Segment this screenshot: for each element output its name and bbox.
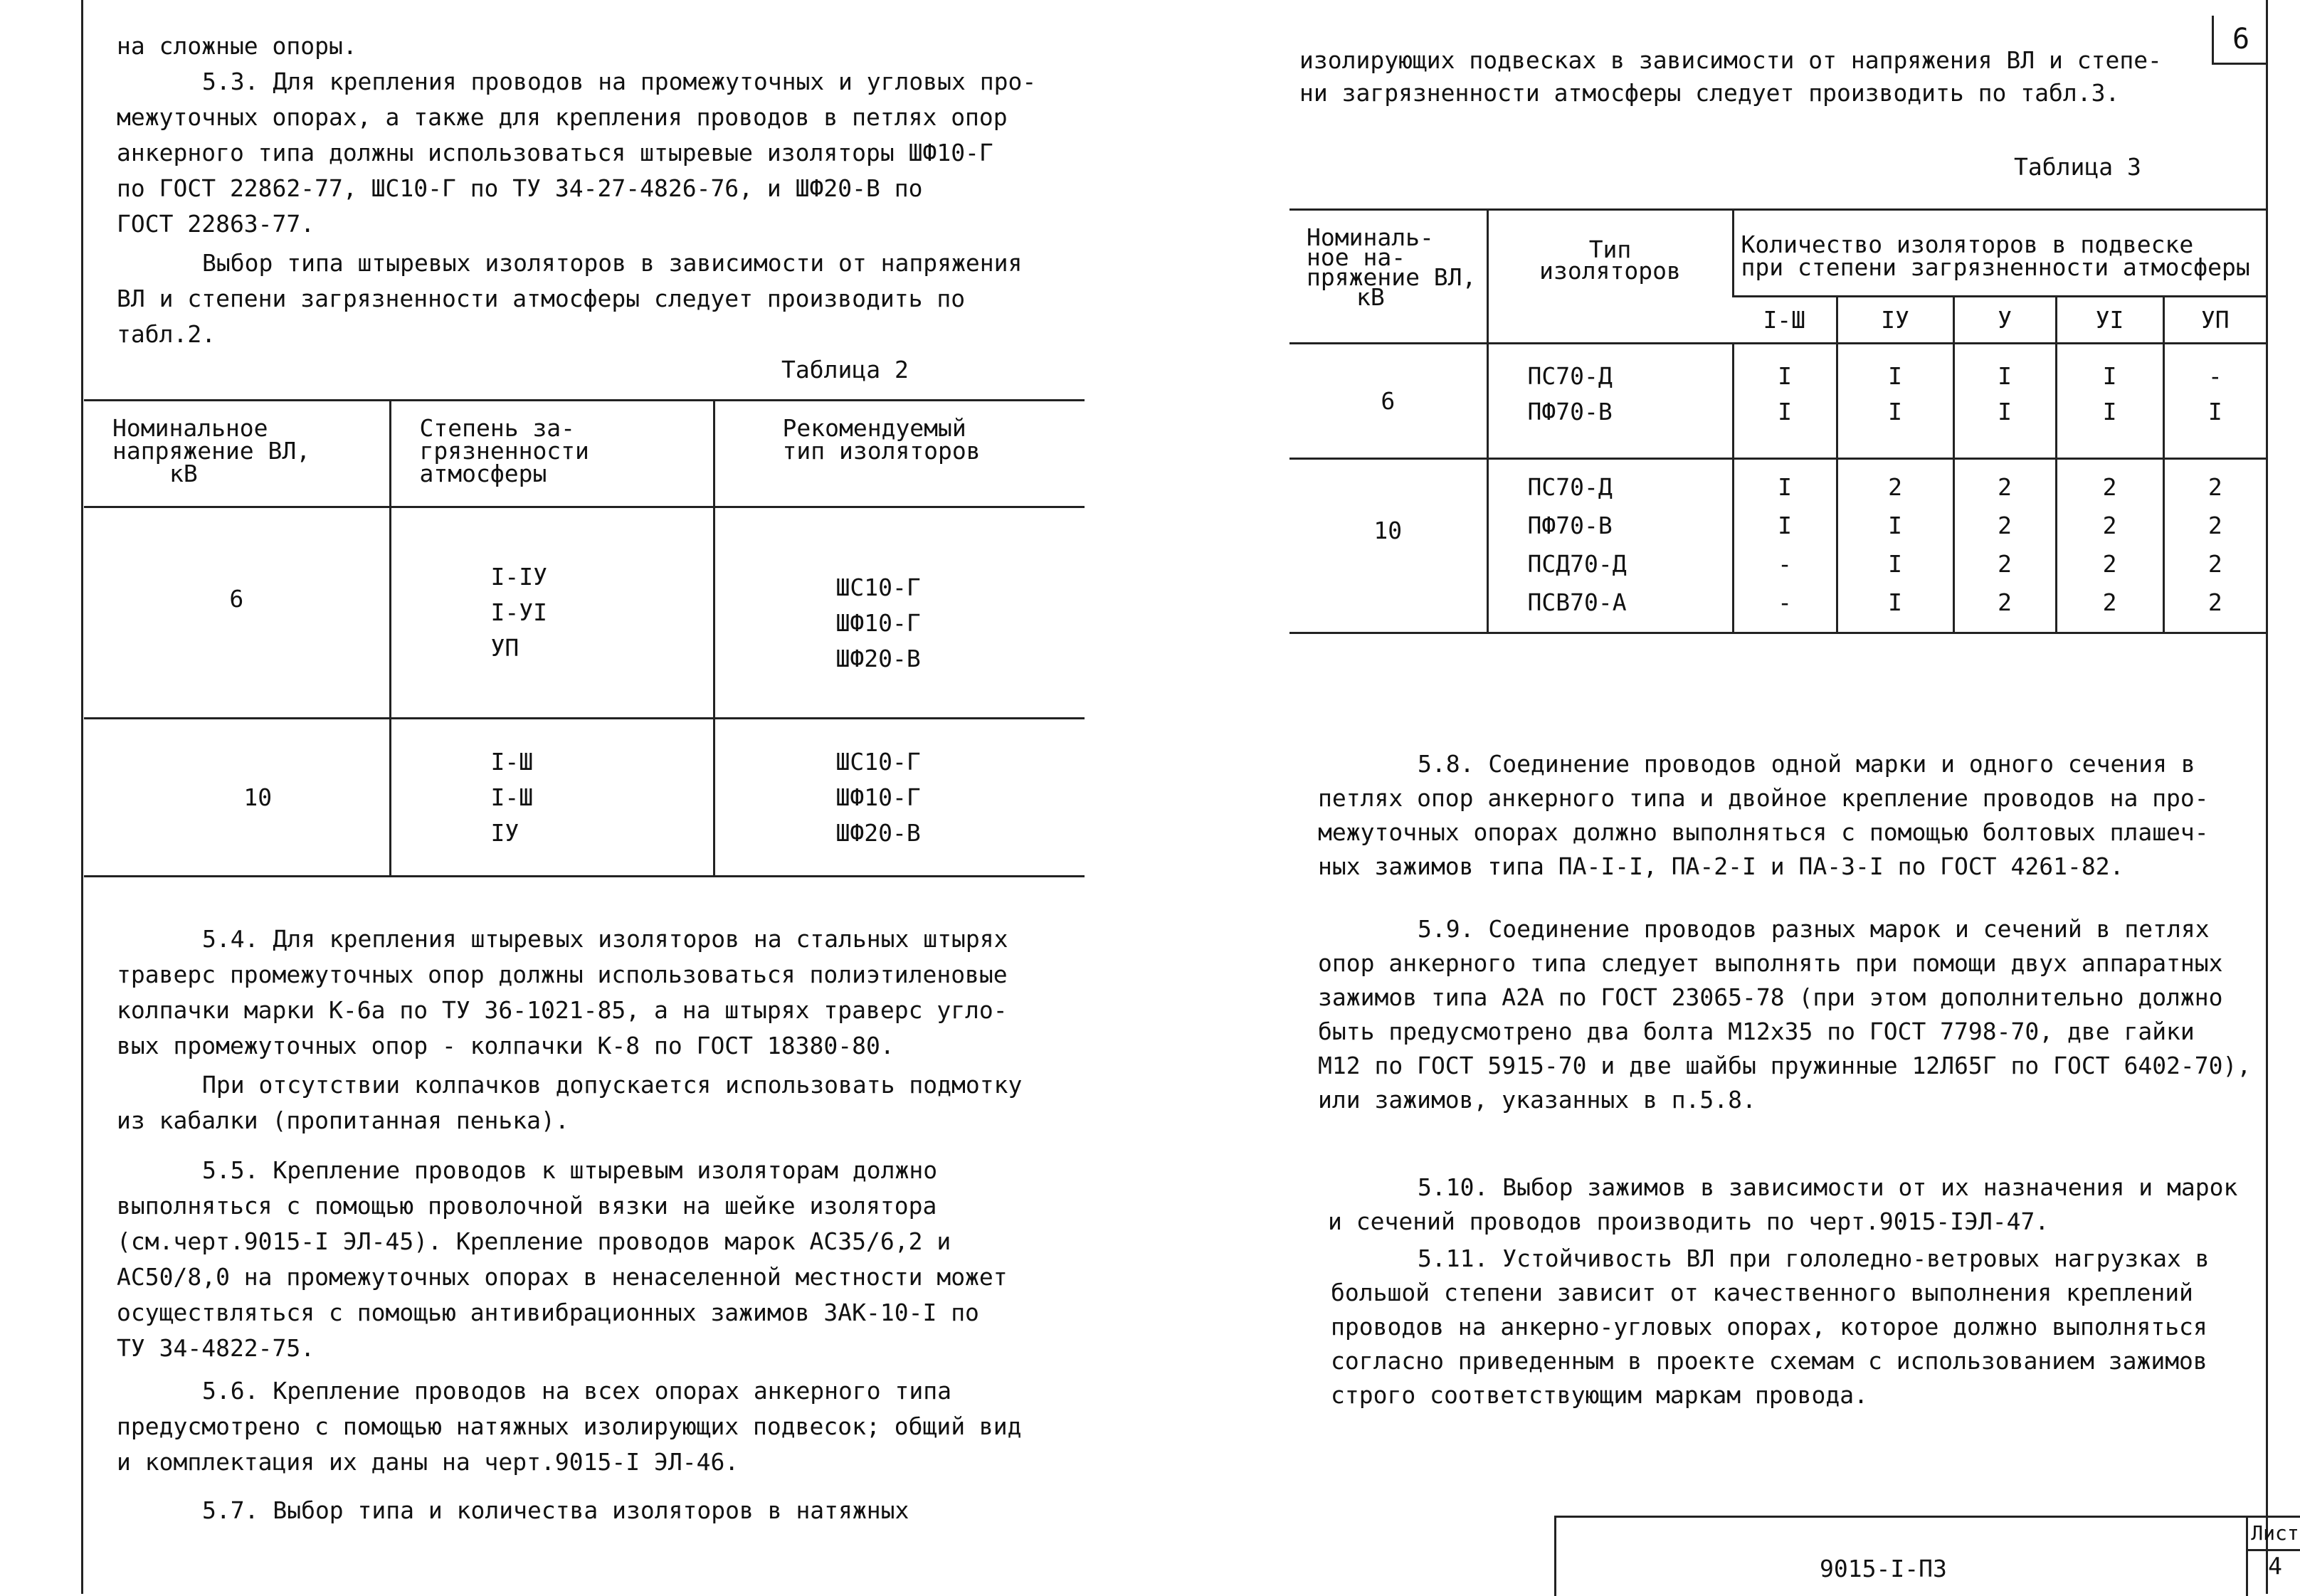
text-line: ни загрязненности атмосферы следует производить по табл.3. bbox=[1299, 79, 2120, 107]
right-frame-line bbox=[2266, 0, 2268, 1594]
text-line: петлях опор анкерного типа и двойное крепление проводов на про- bbox=[1318, 784, 2209, 812]
table-subheader-cell: У bbox=[1953, 297, 2056, 344]
table-cell-count: 2 2 2 2 bbox=[2163, 459, 2266, 633]
table-row bbox=[1289, 459, 2266, 633]
paragraph-5-3 bbox=[117, 64, 1036, 242]
text-line: быть предусмотрено два болта М12х35 по ГОСТ 7798-70, две гайки bbox=[1318, 1018, 2195, 1045]
table-cell-count: I I bbox=[1837, 344, 1953, 459]
paragraph-5-6 bbox=[117, 1373, 1022, 1480]
table-subheader-cell: УП bbox=[2163, 297, 2266, 344]
text-line: и комплектация их даны на черт.9015-I ЭЛ-46. bbox=[117, 1448, 739, 1476]
paragraph-5-8 bbox=[1318, 747, 2209, 884]
table-3 bbox=[1289, 208, 2266, 634]
table-subheader-cell: I-Ш bbox=[1733, 297, 1837, 344]
text-line: проводов на анкерно-угловых опорах, которое должно выполняться bbox=[1331, 1313, 2207, 1341]
text-line: 5.8. Соединение проводов одной марки и одного сечения в bbox=[1418, 750, 2195, 778]
table-3-caption: Таблица 3 bbox=[2014, 153, 2141, 181]
table-cell-voltage: 10 bbox=[1289, 459, 1487, 633]
text-line: 5.11. Устойчивость ВЛ при гололедно-ветровых нагрузках в bbox=[1418, 1244, 2210, 1272]
text-line: При отсутствии колпачков допускается использовать подмотку bbox=[202, 1071, 1023, 1099]
text-line: или зажимов, указанных в п.5.8. bbox=[1318, 1086, 1756, 1114]
paragraph-5-10 bbox=[1328, 1170, 2237, 1239]
sheet-box bbox=[2246, 1518, 2300, 1596]
paragraph-5-11 bbox=[1331, 1242, 2210, 1412]
table-row bbox=[84, 719, 1085, 877]
text-line: из кабалки (пропитанная пенька). bbox=[117, 1106, 569, 1134]
text-line: межуточных опорах, а также для крепления проводов в петлях опор bbox=[117, 103, 1008, 131]
table-header-cell: Рекомендуемый тип изоляторов bbox=[714, 401, 1085, 507]
text-line: ных зажимов типа ПА-I-I, ПА-2-I и ПА-3-I по ГОСТ 4261-82. bbox=[1318, 852, 2124, 880]
table-2-caption: Таблица 2 bbox=[781, 356, 909, 384]
table-cell-types: ПС70-Д ПФ70-В bbox=[1487, 344, 1733, 459]
text-line: межуточных опорах должно выполняться с помощью болтовых плашеч- bbox=[1318, 818, 2209, 846]
table-cell-degrees: I-Ш I-Ш IУ bbox=[390, 719, 714, 877]
paragraph-5-7-start: 5.7. Выбор типа и количества изоляторов в натяжных bbox=[202, 1496, 909, 1524]
intro-line: на сложные опоры. bbox=[117, 32, 357, 60]
sheet-number: 4 bbox=[2268, 1552, 2282, 1580]
text-line: строго соответствующим маркам провода. bbox=[1331, 1381, 1868, 1409]
text-line: 5.9. Соединение проводов разных марок и сечений в петлях bbox=[1418, 915, 2210, 943]
paragraph-5-4-note bbox=[117, 1067, 1022, 1138]
table-header-cell: Номинальное напряжение ВЛ, кВ bbox=[84, 401, 390, 507]
table-cell-types: ШС10-Г ШФ10-Г ШФ20-В bbox=[714, 719, 1085, 877]
title-block bbox=[1554, 1516, 2300, 1596]
text-line: выполняться с помощью проволочной вязки на шейке изолятора bbox=[117, 1192, 937, 1220]
table-cell-degrees: I-IУ I-УI УП bbox=[390, 507, 714, 719]
text-line: АС50/8,0 на промежуточных опорах в ненаселенной местности может bbox=[117, 1263, 1008, 1291]
table-cell-count: - I bbox=[2163, 344, 2266, 459]
page-number: 6 bbox=[2212, 16, 2268, 65]
table-cell-types: ШС10-Г ШФ10-Г ШФ20-В bbox=[714, 507, 1085, 719]
paragraph-5-3-table-ref bbox=[117, 245, 1022, 352]
text-line: вых промежуточных опор - колпачки К-8 по ГОСТ 18380-80. bbox=[117, 1032, 895, 1059]
table-row bbox=[84, 507, 1085, 719]
text-line: 5.10. Выбор зажимов в зависимости от их назначения и марок bbox=[1418, 1173, 2238, 1201]
table-cell-count: 2 2 2 2 bbox=[1953, 459, 2056, 633]
table-subheader-cell: УI bbox=[2056, 297, 2163, 344]
table-header-cell: Степень за- грязненности атмосферы bbox=[390, 401, 714, 507]
text-line: ВЛ и степени загрязненности атмосферы следует производить по bbox=[117, 285, 966, 312]
table-cell-count: I I - - bbox=[1733, 459, 1837, 633]
sheet-label: Лист bbox=[2248, 1518, 2300, 1551]
paragraph-5-5 bbox=[117, 1153, 1008, 1366]
text-line: и сечений проводов производить по черт.9015-IЭЛ-47. bbox=[1328, 1207, 2050, 1235]
text-line: М12 по ГОСТ 5915-70 и две шайбы пружинные 12Л65Г по ГОСТ 6402-70), bbox=[1318, 1052, 2252, 1079]
text-line: 5.4. Для крепления штыревых изоляторов на стальных штырях bbox=[202, 925, 1008, 953]
table-cell-count: 2 2 2 2 bbox=[2056, 459, 2163, 633]
text-line: ГОСТ 22863-77. bbox=[117, 210, 315, 238]
table-2 bbox=[84, 399, 1085, 877]
table-header-row bbox=[1289, 210, 2266, 297]
text-line: большой степени зависит от качественного выполнения креплений bbox=[1331, 1279, 2193, 1306]
text-line: ТУ 34-4822-75. bbox=[117, 1334, 315, 1362]
left-frame-line bbox=[81, 0, 83, 1594]
text-line: Выбор типа штыревых изоляторов в зависимости от напряжения bbox=[202, 249, 1023, 277]
paragraph-5-9 bbox=[1318, 912, 2251, 1117]
paragraph-5-7-continued bbox=[1299, 44, 2162, 110]
table-header-cell: Номиналь- ное на- пряжение ВЛ, кВ bbox=[1289, 210, 1487, 344]
table-cell-voltage: 6 bbox=[1289, 344, 1487, 459]
table-cell-count: I I bbox=[1953, 344, 2056, 459]
table-header-group-cell: Количество изоляторов в подвеске при степени загрязненности атмосферы bbox=[1733, 210, 2266, 297]
table-cell-count: 2 I I I bbox=[1837, 459, 1953, 633]
table-cell-count: I I bbox=[1733, 344, 1837, 459]
text-line: по ГОСТ 22862-77, ШС10-Г по ТУ 34-27-4826-76, и ШФ20-В по bbox=[117, 174, 923, 202]
text-line: анкерного типа должны использоваться штыревые изоляторы ШФ10-Г bbox=[117, 139, 993, 167]
text-line: колпачки марки К-6а по ТУ 36-1021-85, а на штырях траверс угло- bbox=[117, 996, 1008, 1024]
text-line: 5.5. Крепление проводов к штыревым изоляторам должно bbox=[202, 1156, 938, 1184]
text-line: зажимов типа А2А по ГОСТ 23065-78 (при этом дополнительно должно bbox=[1318, 983, 2223, 1011]
table-header-row bbox=[84, 401, 1085, 507]
table-subheader-cell: IУ bbox=[1837, 297, 1953, 344]
text-line: предусмотрено с помощью натяжных изолирующих подвесок; общий вид bbox=[117, 1412, 1022, 1440]
text-line: опор анкерного типа следует выполнять при помощи двух аппаратных bbox=[1318, 949, 2223, 977]
text-line: изолирующих подвесках в зависимости от напряжения ВЛ и степе- bbox=[1299, 46, 2162, 74]
text-line: осуществляться с помощью антивибрационных зажимов ЗАК-10-I по bbox=[117, 1299, 979, 1326]
text-line: 5.6. Крепление проводов на всех опорах анкерного типа bbox=[202, 1377, 951, 1405]
table-row bbox=[1289, 344, 2266, 459]
table-cell-voltage: 10 bbox=[84, 719, 390, 877]
document-code: 9015-I-ПЗ bbox=[1820, 1555, 1947, 1582]
text-line: траверс промежуточных опор должны использоваться полиэтиленовые bbox=[117, 961, 1008, 988]
table-cell-types: ПС70-Д ПФ70-В ПСД70-Д ПСВ70-А bbox=[1487, 459, 1733, 633]
text-line: (см.черт.9015-I ЭЛ-45). Крепление проводов марок АС35/6,2 и bbox=[117, 1227, 951, 1255]
table-header-cell: Тип изоляторов bbox=[1487, 210, 1733, 344]
text-line: табл.2. bbox=[117, 320, 216, 348]
text-line: согласно приведенным в проекте схемам с использованием зажимов bbox=[1331, 1347, 2207, 1375]
paragraph-5-4 bbox=[117, 921, 1008, 1064]
table-cell-voltage: 6 bbox=[84, 507, 390, 719]
table-cell-count: I I bbox=[2056, 344, 2163, 459]
text-line: 5.3. Для крепления проводов на промежуточных и угловых про- bbox=[202, 68, 1037, 95]
